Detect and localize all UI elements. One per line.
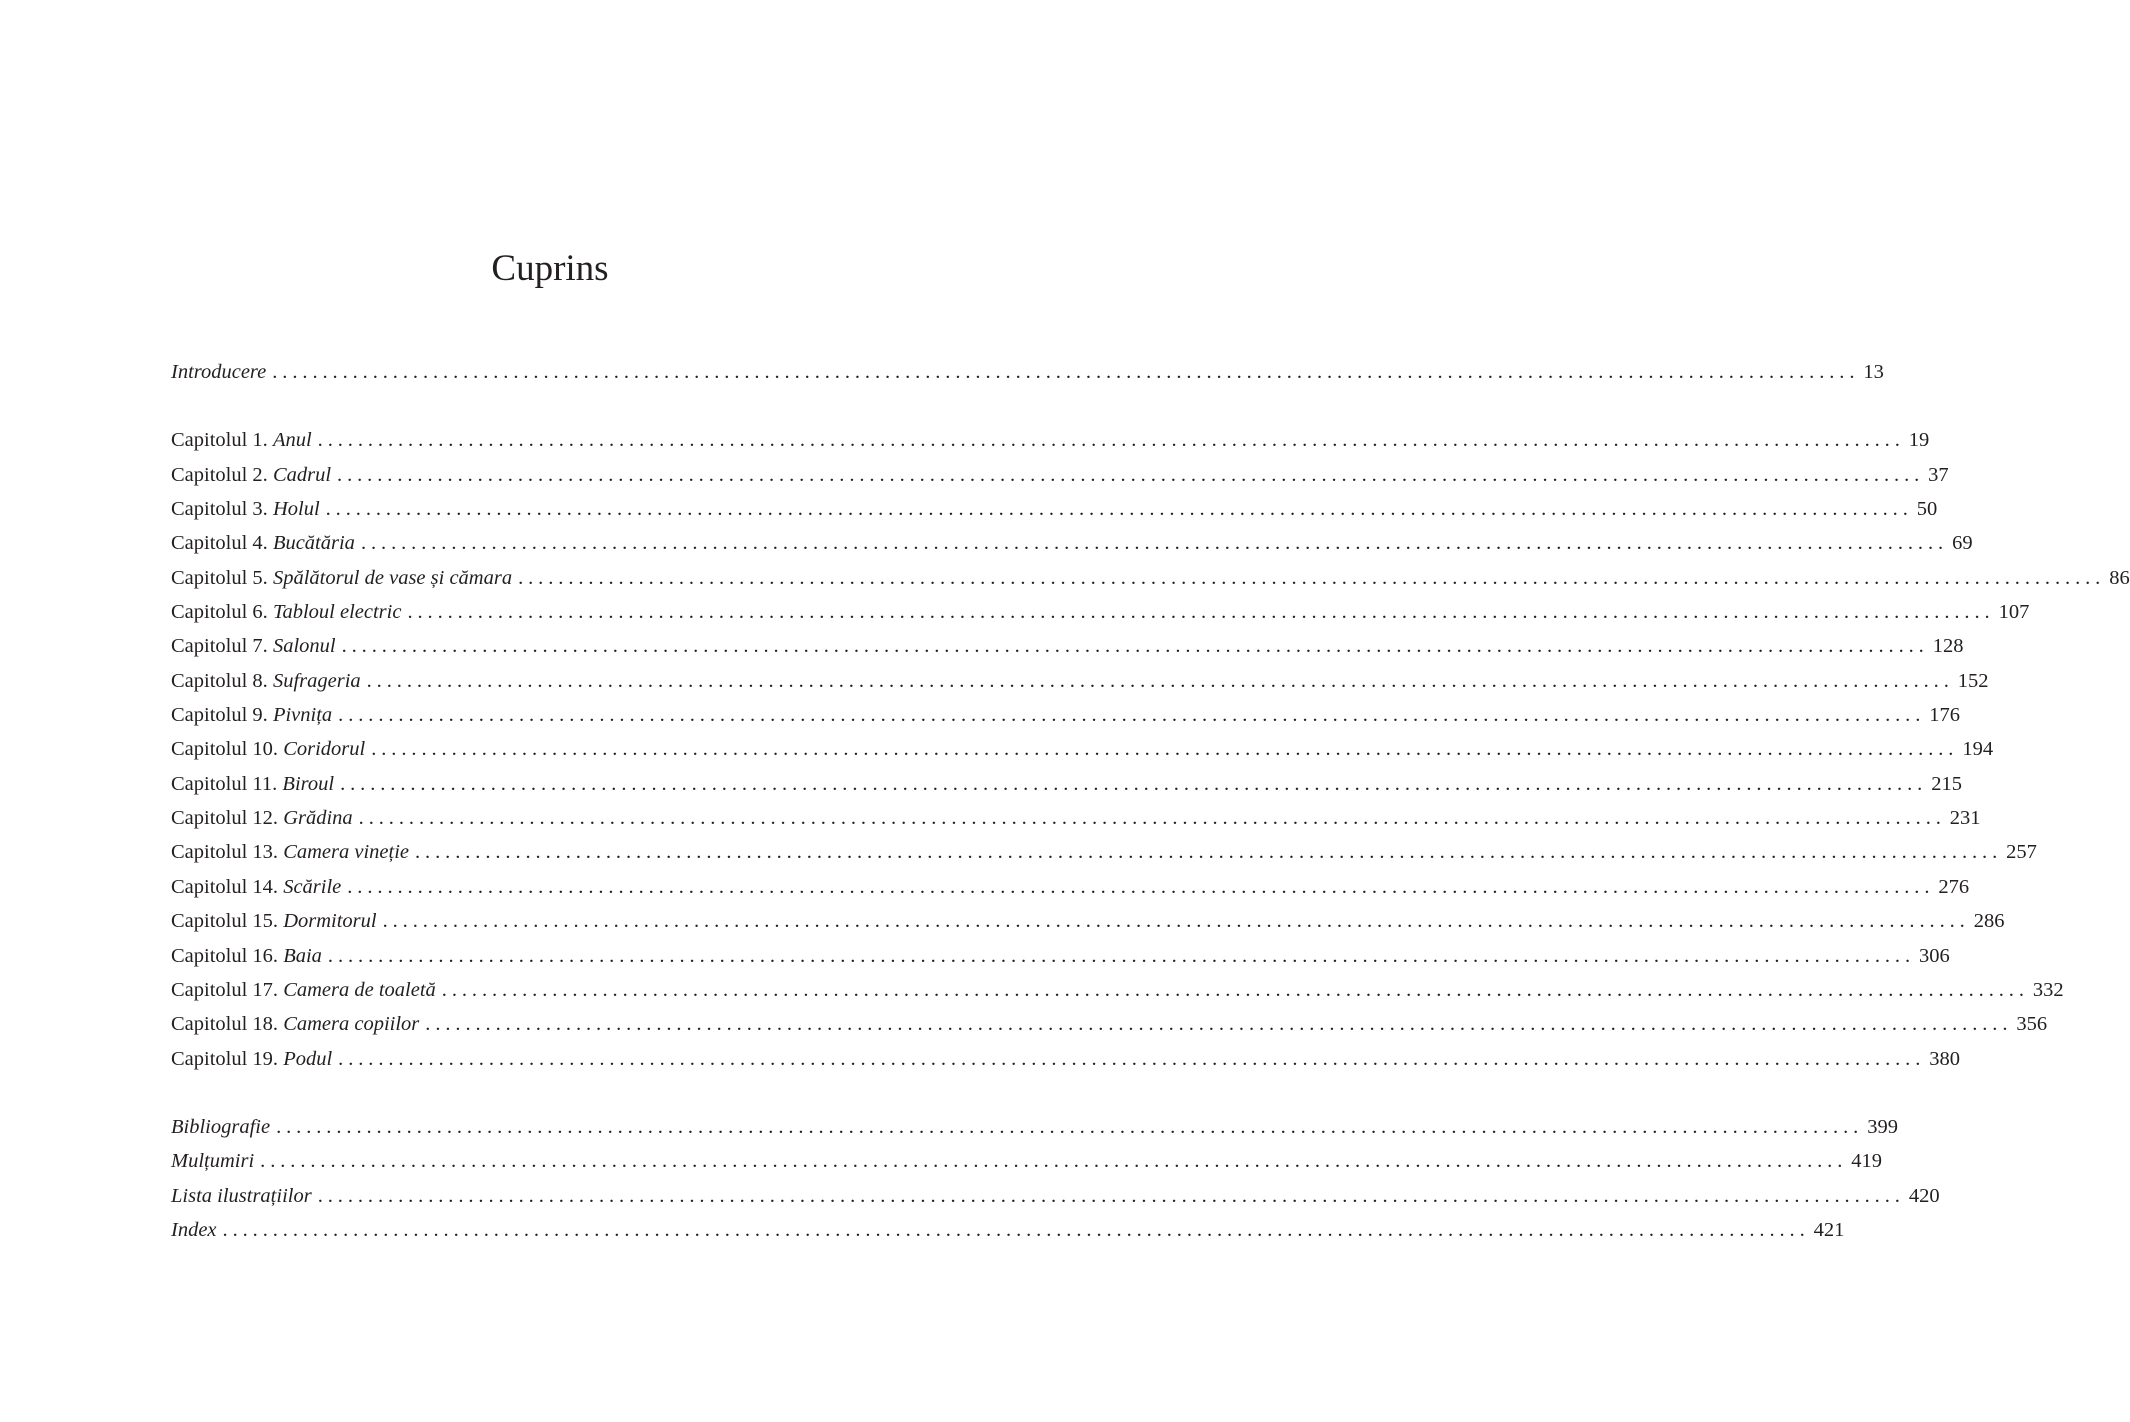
toc-entry-title: Holul <box>272 498 320 521</box>
toc-entry-prefix: Capitolul 9. <box>171 704 273 727</box>
toc-entry-label <box>171 1179 312 1213</box>
toc-page-number: 194 <box>1962 738 1994 761</box>
toc-entry <box>171 801 1981 835</box>
toc-page-number: 419 <box>1851 1150 1883 1173</box>
toc-leader-dots: .............................................................................................................................................................. <box>441 978 2029 1001</box>
toc-entry-title: Coridorul <box>283 738 366 761</box>
toc-leader-dots: .............................................................................................................................................................. <box>338 704 1926 727</box>
toc-entry-label <box>171 939 322 973</box>
toc-entry <box>171 1007 2048 1041</box>
toc-page-number: 356 <box>2016 1013 2048 1036</box>
toc-leader-dots: .............................................................................................................................................................. <box>338 1047 1926 1070</box>
toc-entry-prefix: Capitolul 14. <box>171 875 284 898</box>
page-title: Cuprins <box>491 248 609 289</box>
toc-leader-dots: .............................................................................................................................................................. <box>325 498 1913 521</box>
toc-entry-label <box>171 664 361 698</box>
toc-page-number: 152 <box>1957 669 1989 692</box>
toc-page-number: 421 <box>1813 1218 1845 1241</box>
toc-leader-dots: .............................................................................................................................................................. <box>382 910 1970 933</box>
toc-entry-prefix: Capitolul 13. <box>171 841 284 864</box>
toc-page-number: 231 <box>1949 807 1981 830</box>
toc-entry <box>171 458 1949 492</box>
toc-entry <box>171 1144 1883 1178</box>
toc-entry-label <box>171 492 320 526</box>
toc-entry-label <box>171 355 266 389</box>
toc-page-number: 37 <box>1928 463 1949 486</box>
toc-entry-title: Salonul <box>272 635 336 658</box>
toc-page-number: 399 <box>1867 1115 1898 1138</box>
toc-entry <box>171 355 1884 389</box>
toc-page-number: 13 <box>1863 361 1884 383</box>
toc-entry-prefix: Capitolul 4. <box>171 532 273 555</box>
toc-entry-title: Introducere <box>171 361 267 383</box>
toc-entry-prefix: Capitolul 1. <box>171 429 273 452</box>
toc-entry-label <box>171 835 409 869</box>
toc-entry-prefix: Capitolul 6. <box>171 601 273 624</box>
toc-page-number: 215 <box>1931 772 1962 795</box>
toc-entry <box>171 835 2037 869</box>
toc-entry-prefix: Capitolul 7. <box>171 635 273 658</box>
toc-leader-dots: .............................................................................................................................................................. <box>222 1218 1810 1241</box>
toc-entry <box>171 526 1973 560</box>
toc-page-number: 50 <box>1916 498 1938 521</box>
toc-entry-title: Index <box>171 1218 217 1241</box>
toc-leader-dots: .............................................................................................................................................................. <box>272 361 1860 383</box>
toc-entry-prefix: Capitolul 2. <box>171 463 273 486</box>
toc-page-number: 128 <box>1932 635 1964 658</box>
toc-entry-label <box>171 801 353 835</box>
toc-entry-title: Mulțumiri <box>171 1150 255 1173</box>
toc-entry-title: Bucătăria <box>272 532 355 555</box>
toc-entry-label <box>171 458 331 492</box>
toc-entry-label <box>171 629 336 663</box>
toc-leader-dots: .............................................................................................................................................................. <box>337 463 1925 486</box>
toc-entry-title: Camera de toaletă <box>283 978 436 1001</box>
toc-entry-prefix: Capitolul 16. <box>171 944 284 967</box>
toc-leader-dots: .............................................................................................................................................................. <box>260 1150 1848 1173</box>
toc-entry-title: Lista ilustrațiilor <box>171 1184 312 1207</box>
toc-entry-prefix: Capitolul 15. <box>171 910 284 933</box>
toc-leader-dots: .............................................................................................................................................................. <box>358 807 1946 830</box>
toc-entry-label <box>171 904 377 938</box>
toc-section-back <box>171 1110 1940 1247</box>
toc-leader-dots: .............................................................................................................................................................. <box>327 944 1916 967</box>
toc-entry-prefix: Capitolul 3. <box>171 498 273 521</box>
toc-page-number: 19 <box>1908 429 1930 452</box>
toc-entry-label <box>171 1042 332 1076</box>
toc-entry-label <box>171 561 512 595</box>
toc-entry <box>171 595 2030 629</box>
toc-page-number: 286 <box>1973 910 2005 933</box>
toc-entry-title: Cadrul <box>272 463 332 486</box>
toc-leader-dots: .............................................................................................................................................................. <box>366 669 1954 692</box>
toc-leader-dots: .............................................................................................................................................................. <box>407 601 1995 624</box>
toc-page-number: 276 <box>1938 875 1970 898</box>
toc-entry <box>171 870 1970 904</box>
toc-entry-title: Pivnița <box>272 704 333 727</box>
toc-entry-label <box>171 1144 254 1178</box>
toc-page-number: 257 <box>2006 841 2037 864</box>
toc-entry <box>171 732 1994 766</box>
toc-leader-dots: .............................................................................................................................................................. <box>317 1184 1905 1207</box>
toc-entry-label <box>171 1213 217 1247</box>
toc-entry-label <box>171 1007 419 1041</box>
toc-entry <box>171 939 1950 973</box>
toc-entry <box>171 1110 1898 1144</box>
toc-entry-label <box>171 423 312 457</box>
toc-leader-dots: .............................................................................................................................................................. <box>317 429 1905 452</box>
toc-leader-dots: .............................................................................................................................................................. <box>415 841 2003 864</box>
toc-entry <box>171 492 1938 526</box>
toc-entry-label <box>171 526 355 560</box>
toc-entry <box>171 1213 1845 1247</box>
toc-leader-dots: .............................................................................................................................................................. <box>276 1115 1864 1138</box>
toc-entry-title: Scările <box>283 875 342 898</box>
table-of-contents <box>171 355 2130 1247</box>
toc-leader-dots: .............................................................................................................................................................. <box>341 635 1929 658</box>
toc-leader-dots: .............................................................................................................................................................. <box>518 566 2106 589</box>
toc-entry-title: Podul <box>283 1047 333 1070</box>
toc-entry <box>171 561 2130 595</box>
toc-entry-prefix: Capitolul 12. <box>171 807 284 830</box>
toc-entry-title: Baia <box>283 944 322 967</box>
toc-entry <box>171 904 2005 938</box>
toc-entry-label <box>171 698 332 732</box>
toc-entry-prefix: Capitolul 18. <box>171 1013 284 1036</box>
toc-entry-title: Anul <box>272 429 312 452</box>
toc-entry <box>171 973 2064 1007</box>
toc-entry <box>171 629 1964 663</box>
toc-entry-prefix: Capitolul 5. <box>171 566 273 589</box>
toc-entry <box>171 1179 1940 1213</box>
toc-entry-prefix: Capitolul 10. <box>171 738 284 761</box>
toc-page-number: 380 <box>1929 1047 1961 1070</box>
toc-entry <box>171 698 1961 732</box>
toc-entry-title: Camera vineție <box>283 841 410 864</box>
toc-entry-title: Tabloul electric <box>272 601 402 624</box>
toc-page-number: 420 <box>1908 1184 1940 1207</box>
toc-page-number: 332 <box>2032 978 2064 1001</box>
toc-leader-dots: .............................................................................................................................................................. <box>371 738 1959 761</box>
toc-entry-label <box>171 595 401 629</box>
toc-entry-title: Grădina <box>283 807 353 830</box>
toc-entry-label <box>171 870 341 904</box>
toc-leader-dots: .............................................................................................................................................................. <box>340 772 1928 795</box>
toc-entry <box>171 423 1930 457</box>
toc-page-number: 176 <box>1929 704 1961 727</box>
toc-page-number: 107 <box>1998 601 2030 624</box>
toc-page-number: 69 <box>1952 532 1973 555</box>
toc-leader-dots: .............................................................................................................................................................. <box>360 532 1949 555</box>
toc-page-number: 86 <box>2109 566 2130 589</box>
toc-entry-label <box>171 767 334 801</box>
toc-entry-title: Sufrageria <box>272 669 361 692</box>
toc-entry <box>171 767 1962 801</box>
toc-entry <box>171 1042 1961 1076</box>
toc-entry-title: Biroul <box>282 772 335 795</box>
toc-entry-title: Dormitorul <box>283 910 377 933</box>
toc-entry-prefix: Capitolul 8. <box>171 669 273 692</box>
toc-entry-title: Bibliografie <box>171 1115 271 1138</box>
toc-entry-prefix: Capitolul 19. <box>171 1047 284 1070</box>
toc-page-number: 306 <box>1919 944 1950 967</box>
toc-entry-label <box>171 732 365 766</box>
toc-entry-label <box>171 1110 270 1144</box>
toc-section-front <box>171 355 1884 389</box>
toc-entry-title: Camera copiilor <box>283 1013 420 1036</box>
toc-section-chapters <box>171 423 2130 1076</box>
toc-leader-dots: .............................................................................................................................................................. <box>425 1013 2013 1036</box>
toc-entry-label <box>171 973 436 1007</box>
toc-entry-prefix: Capitolul 11. <box>171 772 283 795</box>
toc-entry-prefix: Capitolul 17. <box>171 978 284 1001</box>
toc-entry-title: Spălătorul de vase și cămara <box>272 566 513 589</box>
toc-entry <box>171 664 1989 698</box>
toc-leader-dots: .............................................................................................................................................................. <box>347 875 1935 898</box>
